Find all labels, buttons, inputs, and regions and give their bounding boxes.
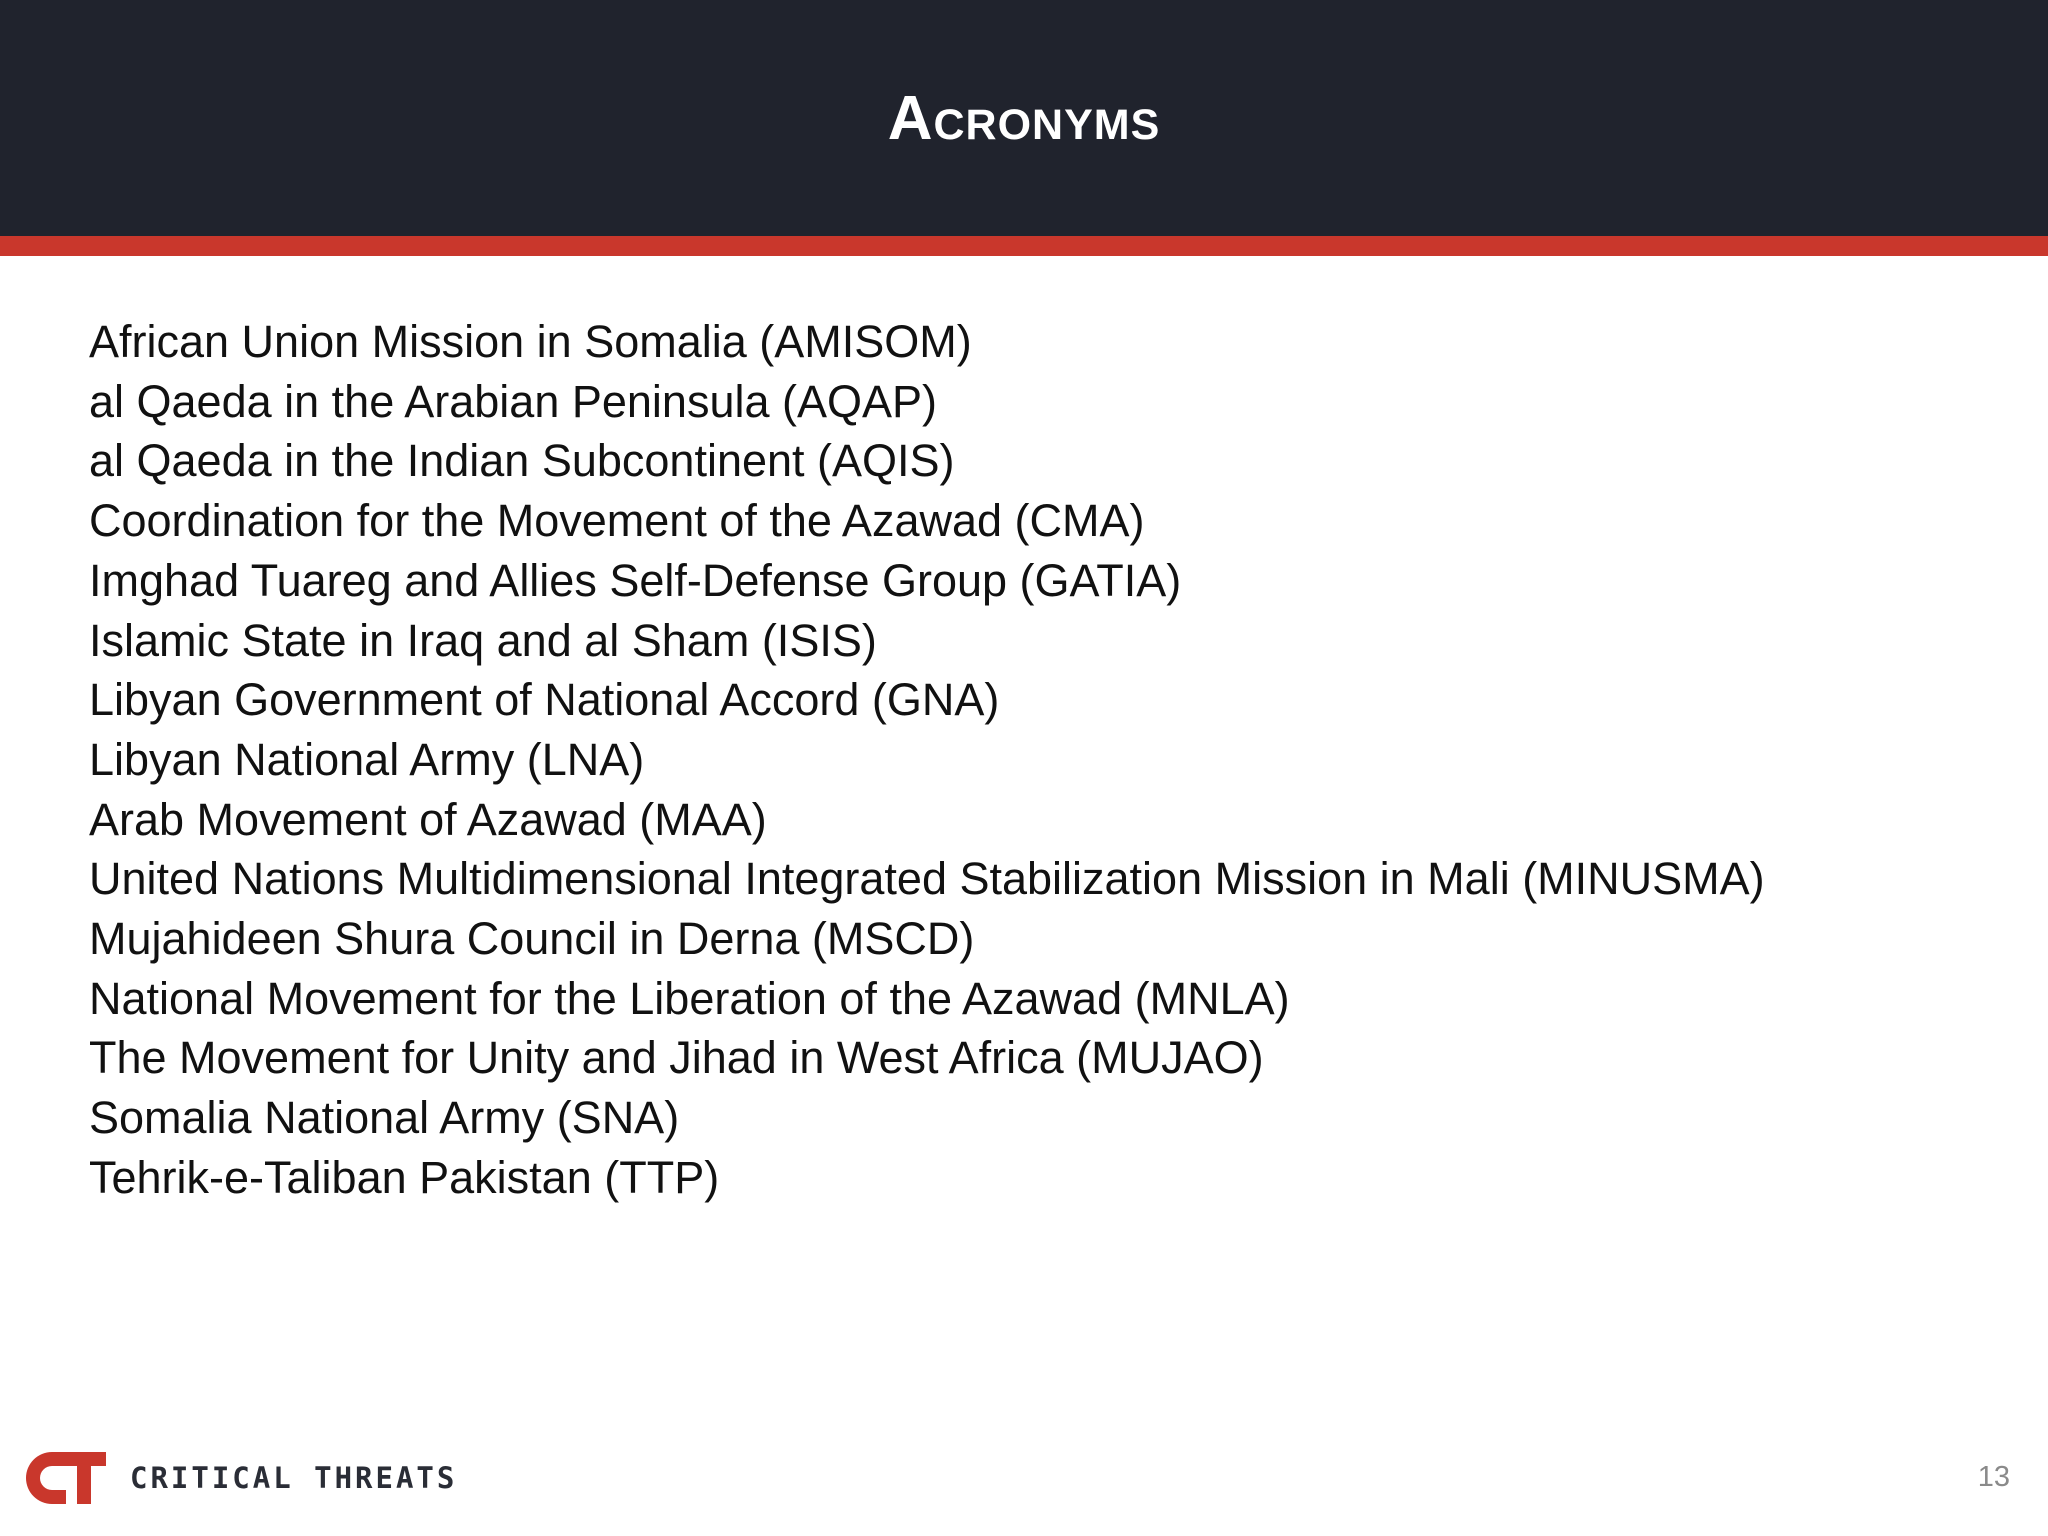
page-number: 13 <box>1977 1461 2010 1493</box>
critical-threats-logo <box>22 1448 457 1508</box>
title-banner <box>0 0 2048 236</box>
acronym-item: Somalia National Army (SNA) <box>89 1092 680 1144</box>
acronym-item: Imghad Tuareg and Allies Self-Defense Group (GATIA) <box>89 554 1182 606</box>
acronym-item: Coordination for the Movement of the Azawad (CMA) <box>89 495 1145 547</box>
acronym-item: Arab Movement of Azawad (MAA) <box>89 793 767 845</box>
acronym-item: African Union Mission in Somalia (AMISOM) <box>89 316 972 367</box>
acronym-item: The Movement for Unity and Jihad in West Africa (MUJAO) <box>89 1032 1264 1084</box>
acronym-item: Libyan National Army (LNA) <box>89 733 645 785</box>
acronym-item: al Qaeda in the Indian Subcontinent (AQIS) <box>89 435 955 487</box>
logo-wordmark: CRITICAL THREATS <box>130 1461 458 1495</box>
acronym-item: Islamic State in Iraq and al Sham (ISIS) <box>89 614 877 666</box>
acronym-item: Libyan Government of National Accord (GNA) <box>89 674 1000 726</box>
slide-title: Acronyms <box>887 83 1161 153</box>
accent-divider <box>0 236 2048 256</box>
acronym-item: al Qaeda in the Arabian Peninsula (AQAP) <box>89 375 938 427</box>
critical-threats-ct-logo-icon <box>22 1448 108 1508</box>
acronym-item: United Nations Multidimensional Integrated Stabilization Mission in Mali (MINUSMA) <box>89 853 1765 905</box>
acronym-item: National Movement for the Liberation of the Azawad (MNLA) <box>89 972 1290 1024</box>
acronym-item: Tehrik-e-Taliban Pakistan (TTP) <box>89 1151 720 1203</box>
acronym-item: Mujahideen Shura Council in Derna (MSCD) <box>89 913 975 965</box>
acronym-list <box>89 312 1989 1208</box>
